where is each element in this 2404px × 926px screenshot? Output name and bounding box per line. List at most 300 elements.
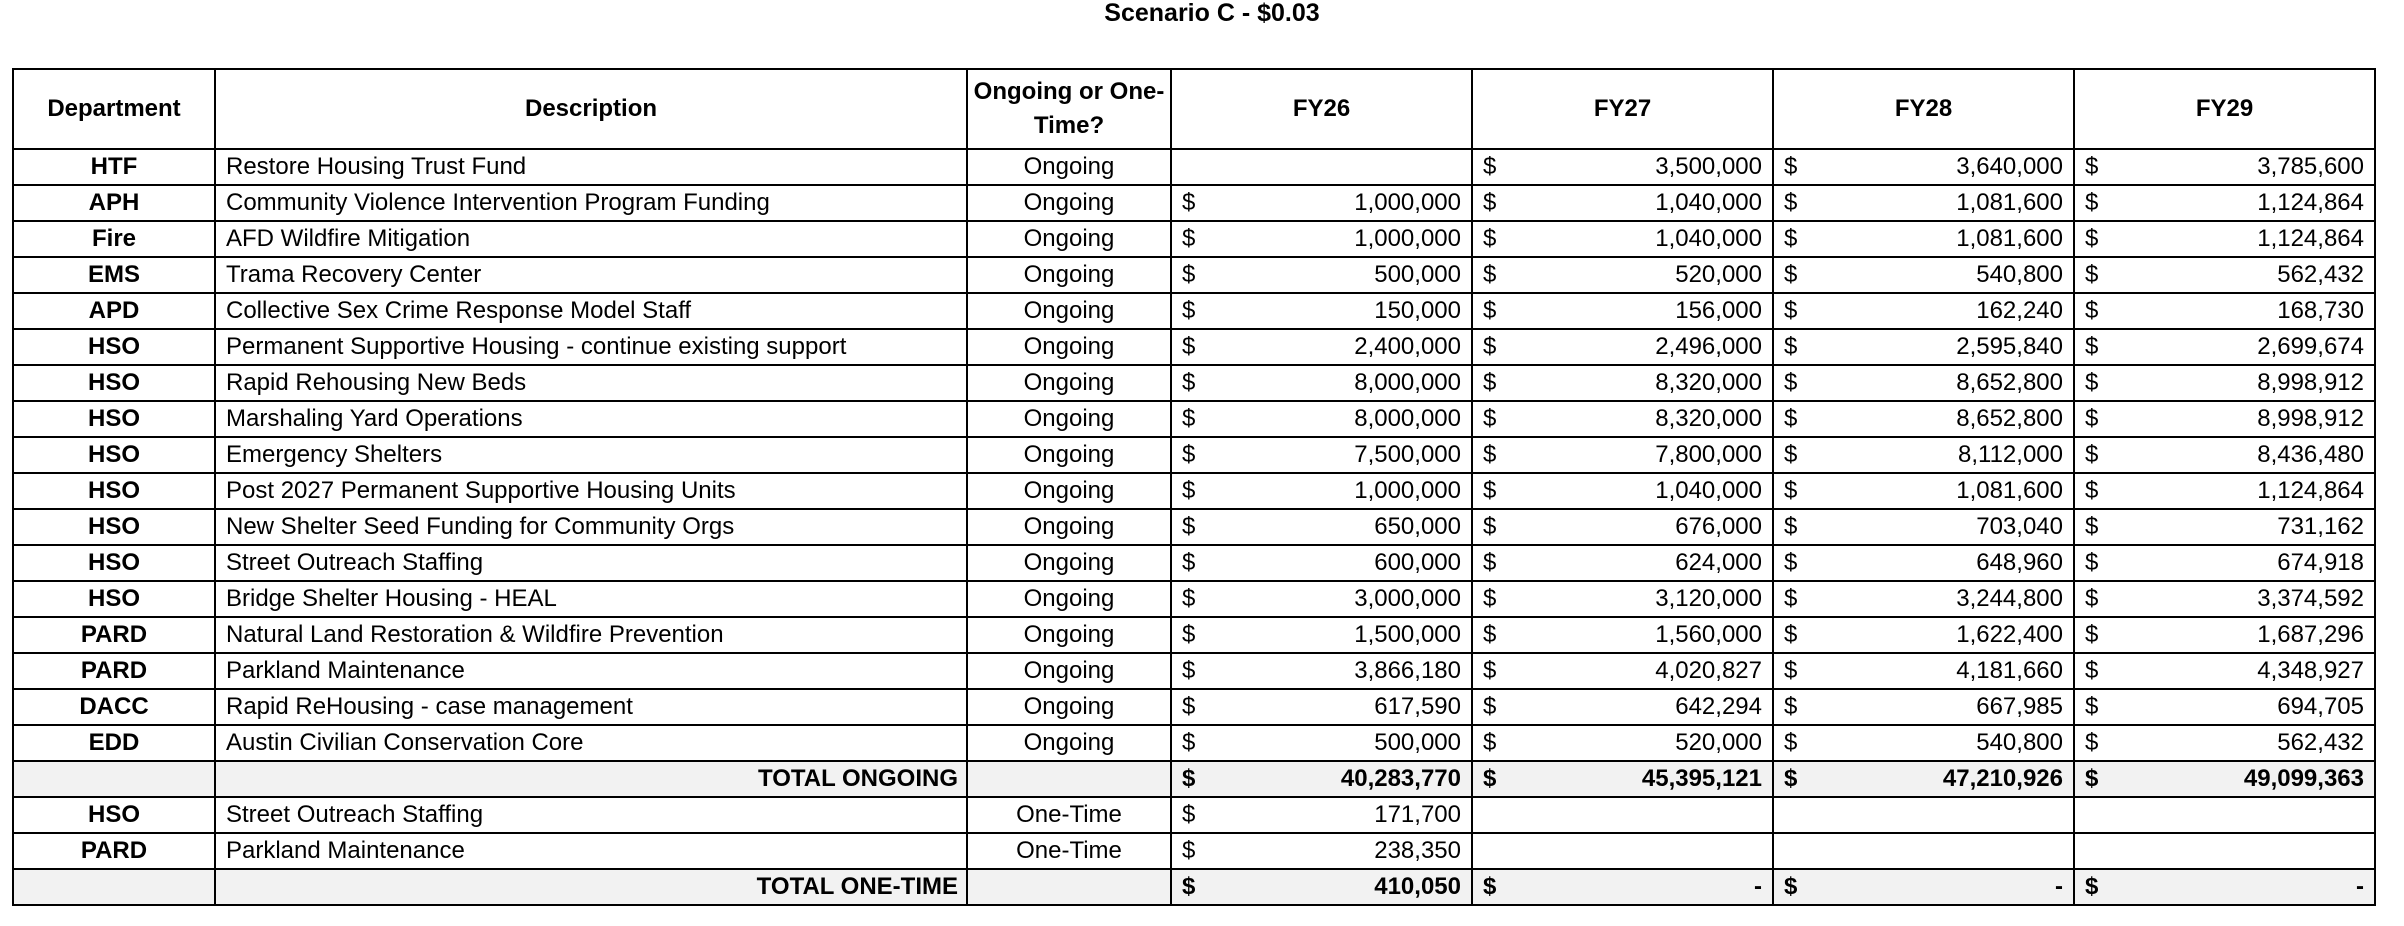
total-empty-cell xyxy=(967,761,1171,797)
amount-value: 168,730 xyxy=(2277,297,2364,324)
amount-value: 500,000 xyxy=(1374,261,1461,288)
fy27-cell xyxy=(1472,185,1773,221)
header-fy29: FY29 xyxy=(2074,69,2375,149)
amount-value: 2,595,840 xyxy=(1956,333,2063,360)
department-cell: HSO xyxy=(13,473,215,509)
amount-value: 500,000 xyxy=(1374,729,1461,756)
fy28-cell xyxy=(1773,617,2074,653)
description-cell: Bridge Shelter Housing - HEAL xyxy=(215,581,967,617)
fy29-cell xyxy=(2074,401,2375,437)
amount-value: 731,162 xyxy=(2277,513,2364,540)
type-cell: Ongoing xyxy=(967,725,1171,761)
fy29-cell xyxy=(2074,149,2375,185)
fy28-cell xyxy=(1773,581,2074,617)
department-cell: HSO xyxy=(13,509,215,545)
type-cell: Ongoing xyxy=(967,365,1171,401)
amount-value: 562,432 xyxy=(2277,729,2364,756)
currency-symbol: $ xyxy=(2085,261,2099,288)
currency-symbol: $ xyxy=(1483,297,1497,324)
header-fy26: FY26 xyxy=(1171,69,1472,149)
fy26-cell xyxy=(1171,689,1472,725)
fy29-cell xyxy=(2074,221,2375,257)
fy28-cell xyxy=(1773,401,2074,437)
fy28-cell xyxy=(1773,797,2074,833)
currency-symbol: $ xyxy=(1784,765,1798,792)
currency-symbol: $ xyxy=(1182,441,1196,468)
total-fy28-cell xyxy=(1773,869,2074,905)
amount-value: 410,050 xyxy=(1374,873,1461,900)
fy29-cell xyxy=(2074,329,2375,365)
header-row xyxy=(13,69,2375,149)
fy27-cell xyxy=(1472,725,1773,761)
table-row xyxy=(13,725,2375,761)
currency-symbol: $ xyxy=(1182,873,1196,900)
currency-symbol: $ xyxy=(2085,153,2099,180)
amount-value: 1,081,600 xyxy=(1956,477,2063,504)
fy28-cell xyxy=(1773,653,2074,689)
amount-value: 520,000 xyxy=(1675,261,1762,288)
currency-symbol: $ xyxy=(1182,657,1196,684)
currency-symbol: $ xyxy=(1483,513,1497,540)
total-label: TOTAL ONGOING xyxy=(215,761,967,797)
fy27-cell xyxy=(1472,833,1773,869)
department-cell: EMS xyxy=(13,257,215,293)
fy29-cell xyxy=(2074,545,2375,581)
type-cell: Ongoing xyxy=(967,257,1171,293)
currency-symbol: $ xyxy=(1182,621,1196,648)
currency-symbol: $ xyxy=(1182,837,1196,864)
amount-value: 2,400,000 xyxy=(1354,333,1461,360)
amount-value: 3,785,600 xyxy=(2257,153,2364,180)
fy28-cell xyxy=(1773,257,2074,293)
fy27-cell xyxy=(1472,437,1773,473)
description-cell: Marshaling Yard Operations xyxy=(215,401,967,437)
amount-value: 1,040,000 xyxy=(1655,477,1762,504)
total-fy29-cell xyxy=(2074,869,2375,905)
fy29-cell xyxy=(2074,833,2375,869)
amount-value: 1,040,000 xyxy=(1655,189,1762,216)
amount-value: 4,348,927 xyxy=(2257,657,2364,684)
amount-value: 4,020,827 xyxy=(1655,657,1762,684)
header-fy27: FY27 xyxy=(1472,69,1773,149)
currency-symbol: $ xyxy=(1182,765,1196,792)
department-cell: APD xyxy=(13,293,215,329)
currency-symbol: $ xyxy=(1784,873,1798,900)
department-cell: HSO xyxy=(13,437,215,473)
total-fy26-cell xyxy=(1171,761,1472,797)
amount-value: 8,998,912 xyxy=(2257,369,2364,396)
amount-value: 40,283,770 xyxy=(1340,765,1461,792)
fy26-cell xyxy=(1171,653,1472,689)
currency-symbol: $ xyxy=(2085,441,2099,468)
header-fy28: FY28 xyxy=(1773,69,2074,149)
fy29-cell xyxy=(2074,689,2375,725)
currency-symbol: $ xyxy=(1483,657,1497,684)
fy27-cell xyxy=(1472,797,1773,833)
department-cell: HSO xyxy=(13,797,215,833)
currency-symbol: $ xyxy=(1784,693,1798,720)
amount-value: 150,000 xyxy=(1374,297,1461,324)
fy28-cell xyxy=(1773,437,2074,473)
table-row xyxy=(13,293,2375,329)
amount-value: 49,099,363 xyxy=(2243,765,2364,792)
type-cell: Ongoing xyxy=(967,653,1171,689)
amount-value: 600,000 xyxy=(1374,549,1461,576)
amount-value: 162,240 xyxy=(1976,297,2063,324)
amount-value: 8,320,000 xyxy=(1655,405,1762,432)
table-row xyxy=(13,437,2375,473)
department-cell: HTF xyxy=(13,149,215,185)
table-row xyxy=(13,149,2375,185)
amount-value: 540,800 xyxy=(1976,729,2063,756)
total-fy28-cell xyxy=(1773,761,2074,797)
currency-symbol: $ xyxy=(1483,477,1497,504)
fy26-cell xyxy=(1171,365,1472,401)
currency-symbol: $ xyxy=(2085,369,2099,396)
fy26-cell xyxy=(1171,221,1472,257)
currency-symbol: $ xyxy=(1182,225,1196,252)
table-row xyxy=(13,509,2375,545)
description-cell: Post 2027 Permanent Supportive Housing Units xyxy=(215,473,967,509)
total-fy27-cell xyxy=(1472,869,1773,905)
description-cell: New Shelter Seed Funding for Community Orgs xyxy=(215,509,967,545)
department-cell: HSO xyxy=(13,401,215,437)
description-cell: Rapid ReHousing - case management xyxy=(215,689,967,725)
amount-value: 667,985 xyxy=(1976,693,2063,720)
amount-value: 3,120,000 xyxy=(1655,585,1762,612)
amount-value: - xyxy=(2356,873,2364,900)
currency-symbol: $ xyxy=(1182,297,1196,324)
currency-symbol: $ xyxy=(1483,729,1497,756)
amount-value: - xyxy=(2055,873,2063,900)
type-cell: Ongoing xyxy=(967,437,1171,473)
currency-symbol: $ xyxy=(1182,261,1196,288)
type-cell: Ongoing xyxy=(967,185,1171,221)
currency-symbol: $ xyxy=(1483,405,1497,432)
amount-value: 1,000,000 xyxy=(1354,477,1461,504)
fy29-cell xyxy=(2074,797,2375,833)
total-empty-cell xyxy=(967,869,1171,905)
fy27-cell xyxy=(1472,401,1773,437)
currency-symbol: $ xyxy=(1182,729,1196,756)
fy26-cell xyxy=(1171,185,1472,221)
amount-value: 642,294 xyxy=(1675,693,1762,720)
fy26-cell xyxy=(1171,473,1472,509)
currency-symbol: $ xyxy=(1784,621,1798,648)
currency-symbol: $ xyxy=(1182,513,1196,540)
amount-value: - xyxy=(1754,873,1762,900)
amount-value: 520,000 xyxy=(1675,729,1762,756)
department-cell: HSO xyxy=(13,581,215,617)
currency-symbol: $ xyxy=(1182,477,1196,504)
fy28-cell xyxy=(1773,725,2074,761)
fy26-cell xyxy=(1171,401,1472,437)
description-cell: Collective Sex Crime Response Model Staff xyxy=(215,293,967,329)
type-cell: Ongoing xyxy=(967,689,1171,725)
description-cell: Rapid Rehousing New Beds xyxy=(215,365,967,401)
type-cell: Ongoing xyxy=(967,293,1171,329)
currency-symbol: $ xyxy=(1182,693,1196,720)
amount-value: 1,560,000 xyxy=(1655,621,1762,648)
amount-value: 1,124,864 xyxy=(2257,189,2364,216)
currency-symbol: $ xyxy=(2085,297,2099,324)
currency-symbol: $ xyxy=(2085,513,2099,540)
description-cell: Natural Land Restoration & Wildfire Prevention xyxy=(215,617,967,653)
description-cell: Community Violence Intervention Program Funding xyxy=(215,185,967,221)
currency-symbol: $ xyxy=(2085,621,2099,648)
currency-symbol: $ xyxy=(1784,513,1798,540)
amount-value: 648,960 xyxy=(1976,549,2063,576)
currency-symbol: $ xyxy=(1483,693,1497,720)
fy28-cell xyxy=(1773,509,2074,545)
type-cell: Ongoing xyxy=(967,221,1171,257)
department-cell: EDD xyxy=(13,725,215,761)
department-cell: Fire xyxy=(13,221,215,257)
currency-symbol: $ xyxy=(1182,549,1196,576)
amount-value: 7,800,000 xyxy=(1655,441,1762,468)
total-fy27-cell xyxy=(1472,761,1773,797)
currency-symbol: $ xyxy=(1784,441,1798,468)
department-cell: HSO xyxy=(13,365,215,401)
currency-symbol: $ xyxy=(1483,441,1497,468)
description-cell: Restore Housing Trust Fund xyxy=(215,149,967,185)
amount-value: 2,496,000 xyxy=(1655,333,1762,360)
fy28-cell xyxy=(1773,833,2074,869)
fy27-cell xyxy=(1472,509,1773,545)
amount-value: 8,652,800 xyxy=(1956,369,2063,396)
currency-symbol: $ xyxy=(1784,585,1798,612)
amount-value: 1,687,296 xyxy=(2257,621,2364,648)
currency-symbol: $ xyxy=(1182,369,1196,396)
amount-value: 562,432 xyxy=(2277,261,2364,288)
currency-symbol: $ xyxy=(2085,765,2099,792)
amount-value: 1,081,600 xyxy=(1956,189,2063,216)
amount-value: 1,000,000 xyxy=(1354,225,1461,252)
table-row xyxy=(13,185,2375,221)
description-cell: Street Outreach Staffing xyxy=(215,797,967,833)
currency-symbol: $ xyxy=(2085,693,2099,720)
amount-value: 8,000,000 xyxy=(1354,369,1461,396)
total-label: TOTAL ONE-TIME xyxy=(215,869,967,905)
currency-symbol: $ xyxy=(1483,225,1497,252)
amount-value: 8,000,000 xyxy=(1354,405,1461,432)
fy28-cell xyxy=(1773,545,2074,581)
fy26-cell xyxy=(1171,545,1472,581)
fy26-cell xyxy=(1171,329,1472,365)
page-title: Scenario C - $0.03 xyxy=(1104,0,1320,27)
fy28-cell xyxy=(1773,365,2074,401)
fy28-cell xyxy=(1773,473,2074,509)
currency-symbol: $ xyxy=(2085,549,2099,576)
amount-value: 2,699,674 xyxy=(2257,333,2364,360)
currency-symbol: $ xyxy=(2085,729,2099,756)
total-ongoing-row xyxy=(13,761,2375,797)
table-row xyxy=(13,257,2375,293)
currency-symbol: $ xyxy=(2085,477,2099,504)
currency-symbol: $ xyxy=(1483,369,1497,396)
amount-value: 1,622,400 xyxy=(1956,621,2063,648)
table-row xyxy=(13,221,2375,257)
currency-symbol: $ xyxy=(1483,333,1497,360)
amount-value: 617,590 xyxy=(1374,693,1461,720)
fy27-cell xyxy=(1472,221,1773,257)
department-cell: HSO xyxy=(13,329,215,365)
amount-value: 45,395,121 xyxy=(1641,765,1762,792)
budget-table xyxy=(12,68,2376,906)
amount-value: 238,350 xyxy=(1374,837,1461,864)
currency-symbol: $ xyxy=(1182,405,1196,432)
fy29-cell xyxy=(2074,185,2375,221)
currency-symbol: $ xyxy=(1483,153,1497,180)
header-type: Ongoing or One-Time? xyxy=(967,69,1171,149)
fy29-cell xyxy=(2074,473,2375,509)
header-department: Department xyxy=(13,69,215,149)
type-cell: Ongoing xyxy=(967,581,1171,617)
fy26-cell xyxy=(1171,725,1472,761)
fy28-cell xyxy=(1773,221,2074,257)
fy29-cell xyxy=(2074,653,2375,689)
table-row xyxy=(13,581,2375,617)
currency-symbol: $ xyxy=(1784,657,1798,684)
currency-symbol: $ xyxy=(1182,189,1196,216)
table-row xyxy=(13,365,2375,401)
type-cell: One-Time xyxy=(967,833,1171,869)
fy26-cell xyxy=(1171,617,1472,653)
amount-value: 3,244,800 xyxy=(1956,585,2063,612)
fy29-cell xyxy=(2074,365,2375,401)
header-description: Description xyxy=(215,69,967,149)
currency-symbol: $ xyxy=(2085,873,2099,900)
amount-value: 1,124,864 xyxy=(2257,477,2364,504)
amount-value: 703,040 xyxy=(1976,513,2063,540)
table-row xyxy=(13,833,2375,869)
fy29-cell xyxy=(2074,617,2375,653)
department-cell: HSO xyxy=(13,545,215,581)
amount-value: 171,700 xyxy=(1374,801,1461,828)
fy29-cell xyxy=(2074,725,2375,761)
type-cell: Ongoing xyxy=(967,509,1171,545)
description-cell: Permanent Supportive Housing - continue existing support xyxy=(215,329,967,365)
fy28-cell xyxy=(1773,185,2074,221)
currency-symbol: $ xyxy=(1182,801,1196,828)
type-cell: Ongoing xyxy=(967,473,1171,509)
fy26-cell xyxy=(1171,149,1472,185)
fy27-cell xyxy=(1472,581,1773,617)
fy26-cell xyxy=(1171,509,1472,545)
description-cell: Trama Recovery Center xyxy=(215,257,967,293)
currency-symbol: $ xyxy=(1182,585,1196,612)
amount-value: 8,998,912 xyxy=(2257,405,2364,432)
fy26-cell xyxy=(1171,257,1472,293)
department-cell: PARD xyxy=(13,653,215,689)
amount-value: 3,866,180 xyxy=(1354,657,1461,684)
table-row xyxy=(13,797,2375,833)
amount-value: 8,436,480 xyxy=(2257,441,2364,468)
description-cell: Emergency Shelters xyxy=(215,437,967,473)
total-fy26-cell xyxy=(1171,869,1472,905)
department-cell: PARD xyxy=(13,833,215,869)
department-cell: DACC xyxy=(13,689,215,725)
amount-value: 8,320,000 xyxy=(1655,369,1762,396)
amount-value: 1,500,000 xyxy=(1354,621,1461,648)
currency-symbol: $ xyxy=(2085,585,2099,612)
amount-value: 8,652,800 xyxy=(1956,405,2063,432)
fy29-cell xyxy=(2074,437,2375,473)
fy26-cell xyxy=(1171,293,1472,329)
currency-symbol: $ xyxy=(2085,189,2099,216)
total-empty-cell xyxy=(13,869,215,905)
amount-value: 1,040,000 xyxy=(1655,225,1762,252)
total-onetime-row xyxy=(13,869,2375,905)
currency-symbol: $ xyxy=(1784,153,1798,180)
fy26-cell xyxy=(1171,797,1472,833)
fy27-cell xyxy=(1472,473,1773,509)
currency-symbol: $ xyxy=(1784,369,1798,396)
amount-value: 8,112,000 xyxy=(1958,441,2063,468)
fy27-cell xyxy=(1472,149,1773,185)
fy27-cell xyxy=(1472,329,1773,365)
fy29-cell xyxy=(2074,293,2375,329)
currency-symbol: $ xyxy=(2085,333,2099,360)
amount-value: 47,210,926 xyxy=(1942,765,2063,792)
description-cell: Austin Civilian Conservation Core xyxy=(215,725,967,761)
amount-value: 1,081,600 xyxy=(1956,225,2063,252)
table-row xyxy=(13,689,2375,725)
currency-symbol: $ xyxy=(1784,261,1798,288)
type-cell: Ongoing xyxy=(967,329,1171,365)
table-row xyxy=(13,653,2375,689)
currency-symbol: $ xyxy=(1483,549,1497,576)
fy28-cell xyxy=(1773,329,2074,365)
fy29-cell xyxy=(2074,509,2375,545)
type-cell: Ongoing xyxy=(967,149,1171,185)
amount-value: 674,918 xyxy=(2277,549,2364,576)
table-row xyxy=(13,545,2375,581)
currency-symbol: $ xyxy=(1784,405,1798,432)
description-cell: Parkland Maintenance xyxy=(215,833,967,869)
total-fy29-cell xyxy=(2074,761,2375,797)
amount-value: 3,374,592 xyxy=(2257,585,2364,612)
currency-symbol: $ xyxy=(1784,729,1798,756)
table-row xyxy=(13,329,2375,365)
amount-value: 3,000,000 xyxy=(1354,585,1461,612)
amount-value: 540,800 xyxy=(1976,261,2063,288)
fy27-cell xyxy=(1472,545,1773,581)
amount-value: 1,124,864 xyxy=(2257,225,2364,252)
table-row xyxy=(13,401,2375,437)
fy28-cell xyxy=(1773,293,2074,329)
table-row xyxy=(13,473,2375,509)
currency-symbol: $ xyxy=(1784,477,1798,504)
fy27-cell xyxy=(1472,365,1773,401)
table-row xyxy=(13,617,2375,653)
currency-symbol: $ xyxy=(1483,873,1497,900)
description-cell: AFD Wildfire Mitigation xyxy=(215,221,967,257)
currency-symbol: $ xyxy=(1784,297,1798,324)
fy26-cell xyxy=(1171,581,1472,617)
fy28-cell xyxy=(1773,689,2074,725)
department-cell: PARD xyxy=(13,617,215,653)
amount-value: 156,000 xyxy=(1675,297,1762,324)
currency-symbol: $ xyxy=(1483,261,1497,288)
description-cell: Street Outreach Staffing xyxy=(215,545,967,581)
amount-value: 694,705 xyxy=(2277,693,2364,720)
currency-symbol: $ xyxy=(1483,621,1497,648)
currency-symbol: $ xyxy=(1483,585,1497,612)
fy29-cell xyxy=(2074,257,2375,293)
type-cell: Ongoing xyxy=(967,545,1171,581)
currency-symbol: $ xyxy=(1784,333,1798,360)
